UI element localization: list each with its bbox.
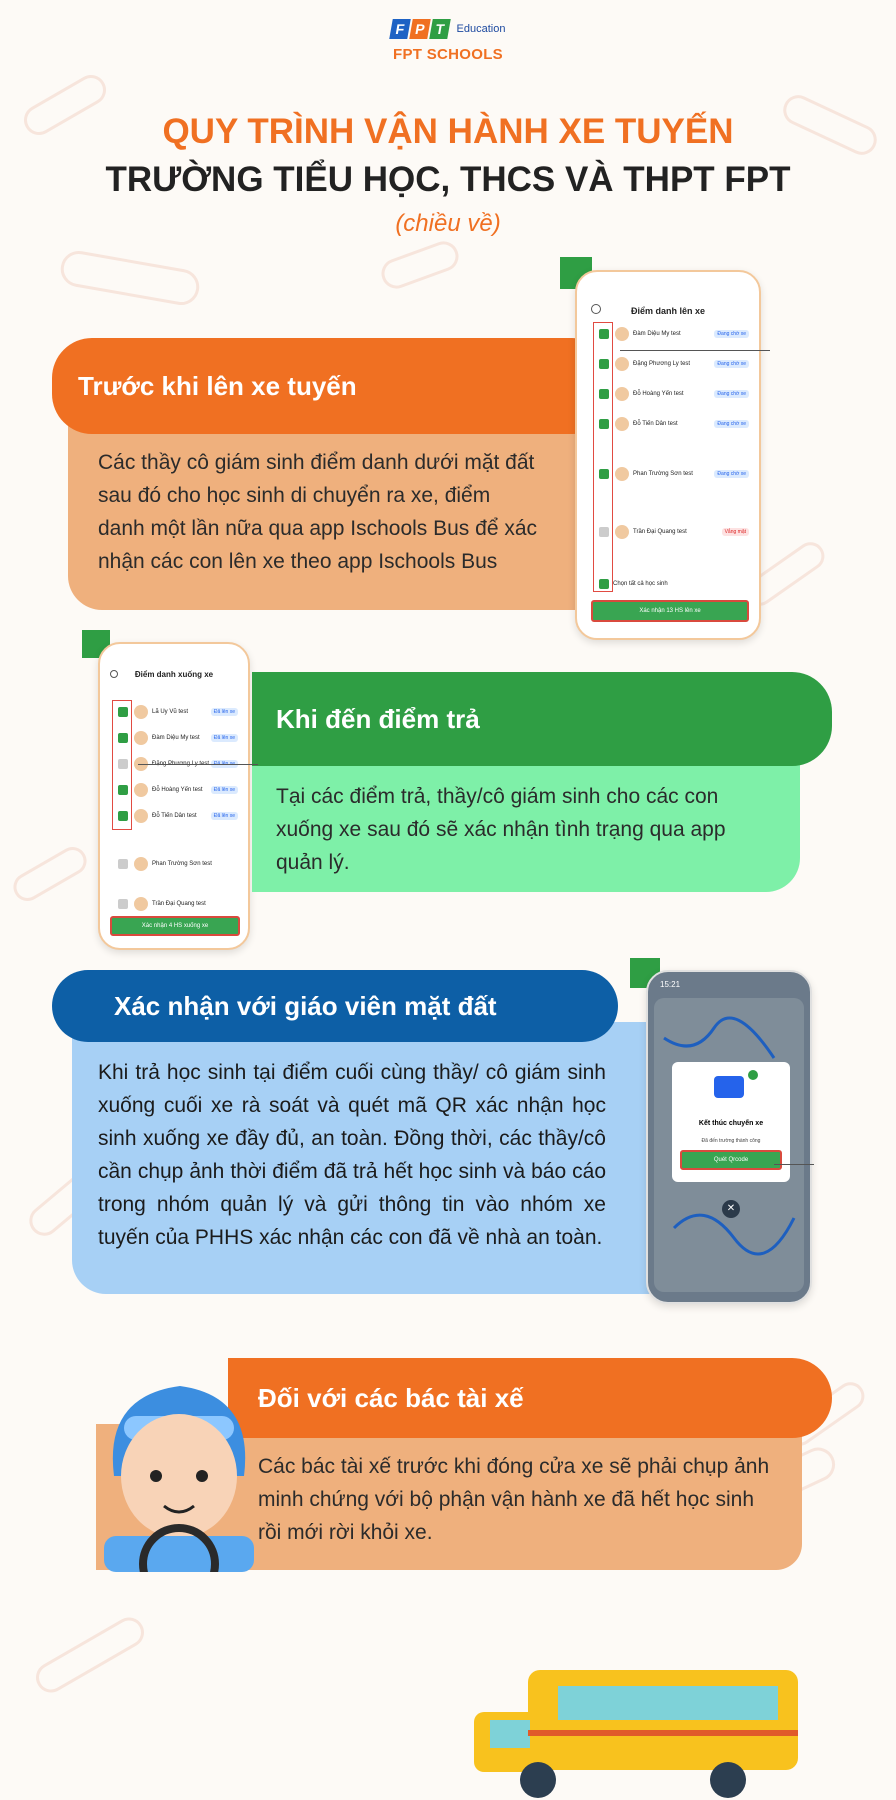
- status-badge: Đã lên xe: [211, 734, 238, 742]
- phone3-screen: [646, 970, 812, 1304]
- student-name: Đỗ Hoàng Yến test: [633, 391, 684, 397]
- avatar: [615, 467, 629, 481]
- student-name: Đặng Phương Ly test: [633, 361, 691, 367]
- avatar: [134, 731, 148, 745]
- phone1-screen: [575, 270, 761, 640]
- section1-title: Trước khi lên xe tuyến: [78, 370, 357, 401]
- student-name: Đỗ Tiến Dân test: [152, 813, 197, 819]
- list-item[interactable]: [100, 894, 248, 914]
- avatar: [134, 705, 148, 719]
- status-badge: Đã lên xe: [211, 708, 238, 716]
- section3-body-text: Khi trả học sinh tại điểm cuối cùng thầy/ cô giám sinh xuống cuối xe rà soát và quét mã QR xác nhận học sinh xuống xe đầy đủ, an toàn. Đồng thời, các thầy/cô cần chụp ảnh thời điểm đã trả hết học sinh và báo cáo trong nhóm quản lý và gửi thông tin vào nhóm xe tuyến của PHHS xác nhận các con đã về nhà an toàn.: [98, 1061, 606, 1249]
- schools-label: FPT SCHOOLS: [393, 46, 503, 63]
- section2-body-text: Tại các điểm trả, thầy/cô giám sinh cho các con xuống xe sau đó sẽ xác nhận tình trạng qua app quản lý.: [276, 785, 726, 874]
- section1-body-box: [68, 420, 628, 610]
- phone1-title: Điểm danh lên xe: [630, 306, 706, 316]
- section1-title-pill: [52, 338, 612, 434]
- trip-end-sub: Đã đến trường thành công: [701, 1138, 761, 1144]
- phone2-title: Điểm danh xuống xe: [134, 670, 214, 679]
- section3-title-pill: [52, 970, 618, 1042]
- phone2-screen: [98, 642, 250, 950]
- avatar: [615, 525, 629, 539]
- driver-illustration: [94, 1336, 264, 1572]
- logo-letter-p: P: [409, 19, 431, 39]
- student-name: Phan Trường Sơn test: [633, 471, 693, 477]
- avatar: [615, 387, 629, 401]
- section3-title: Xác nhận với giáo viên mặt đất: [114, 990, 497, 1021]
- student-name: Đỗ Tiến Dân test: [633, 421, 678, 427]
- student-name: Trần Đại Quang test: [633, 529, 687, 535]
- school-bus-illustration: [468, 1668, 800, 1800]
- student-name: Trần Đại Quang test: [152, 901, 206, 907]
- avatar: [134, 783, 148, 797]
- student-name: Đàm Diệu My test: [152, 735, 200, 741]
- confirm-board-button[interactable]: Xác nhận 13 HS lên xe: [591, 600, 749, 622]
- student-name: Đàm Diệu My test: [633, 331, 681, 337]
- section4-title: Đối với các bác tài xế: [258, 1382, 524, 1413]
- checkbox-highlight: [112, 700, 132, 830]
- logo-letter-t: T: [429, 19, 451, 39]
- confirm-dropoff-button[interactable]: Xác nhận 4 HS xuống xe: [110, 916, 240, 936]
- logo-education-text: Education: [456, 23, 506, 35]
- check-icon: [748, 1070, 758, 1080]
- close-icon[interactable]: ✕: [722, 1200, 740, 1218]
- avatar: [134, 857, 148, 871]
- avatar: [134, 897, 148, 911]
- avatar: [615, 357, 629, 371]
- student-name: Đỗ Hoàng Yến test: [152, 787, 203, 793]
- bus-icon: [714, 1076, 744, 1098]
- logo-letter-f: F: [389, 19, 411, 39]
- avatar: [615, 327, 629, 341]
- page-title-line2: TRƯỜNG TIỂU HỌC, THCS VÀ THPT FPT: [105, 160, 791, 199]
- status-badge: Đang chờ xe: [714, 420, 749, 428]
- status-badge: Đã lên xe: [211, 786, 238, 794]
- section2-title: Khi đến điểm trả: [276, 703, 480, 734]
- section4-body-text: Các bác tài xế trước khi đóng cửa xe sẽ phải chụp ảnh minh chứng với bộ phận vận hành xe đã hết học sinh rồi mới rời khỏi xe.: [258, 1455, 770, 1544]
- connector-line: [620, 350, 770, 351]
- student-name: Phan Trường Sơn test: [152, 861, 212, 867]
- select-all-label: Chọn tất cả học sinh: [613, 581, 668, 587]
- section4-title-pill: [228, 1358, 832, 1438]
- section2-body-box: [252, 748, 800, 892]
- status-badge: Đang chờ xe: [714, 330, 749, 338]
- status-badge: Vắng mặt: [722, 528, 749, 536]
- status-time: 15:21: [660, 980, 681, 989]
- status-badge: Đang chờ xe: [714, 390, 749, 398]
- connector-line: [138, 764, 258, 765]
- section1-body-text: Các thầy cô giám sinh điểm danh dưới mặt đất sau đó cho học sinh di chuyển ra xe, điểm danh một lần nữa qua app Ischools Bus để xác nhận các con lên xe theo app Ischools Bus: [98, 451, 538, 573]
- status-badge: Đang chờ xe: [714, 360, 749, 368]
- status-badge: Đã lên xe: [211, 812, 238, 820]
- avatar: [134, 809, 148, 823]
- fpt-logo-mark: [391, 19, 449, 39]
- page-title-line1: QUY TRÌNH VẬN HÀNH XE TUYẾN: [162, 112, 734, 151]
- student-name: Lã Uy Vũ test: [152, 709, 189, 715]
- fpt-logo: [0, 14, 896, 44]
- section2-title-pill: [252, 672, 832, 766]
- section3-body-box: [72, 1022, 658, 1294]
- scan-qrcode-button[interactable]: Quét Qrcode: [680, 1150, 782, 1170]
- avatar: [615, 417, 629, 431]
- connector-line: [774, 1164, 814, 1165]
- list-item[interactable]: [100, 854, 248, 874]
- trip-end-title: Kết thúc chuyến xe: [698, 1120, 764, 1127]
- trip-end-card: [672, 1062, 790, 1182]
- page-subtitle: (chiều về): [395, 210, 501, 237]
- status-badge: Đang chờ xe: [714, 470, 749, 478]
- checkbox[interactable]: [118, 899, 128, 909]
- checkbox-highlight: [593, 322, 613, 592]
- checkbox[interactable]: [118, 859, 128, 869]
